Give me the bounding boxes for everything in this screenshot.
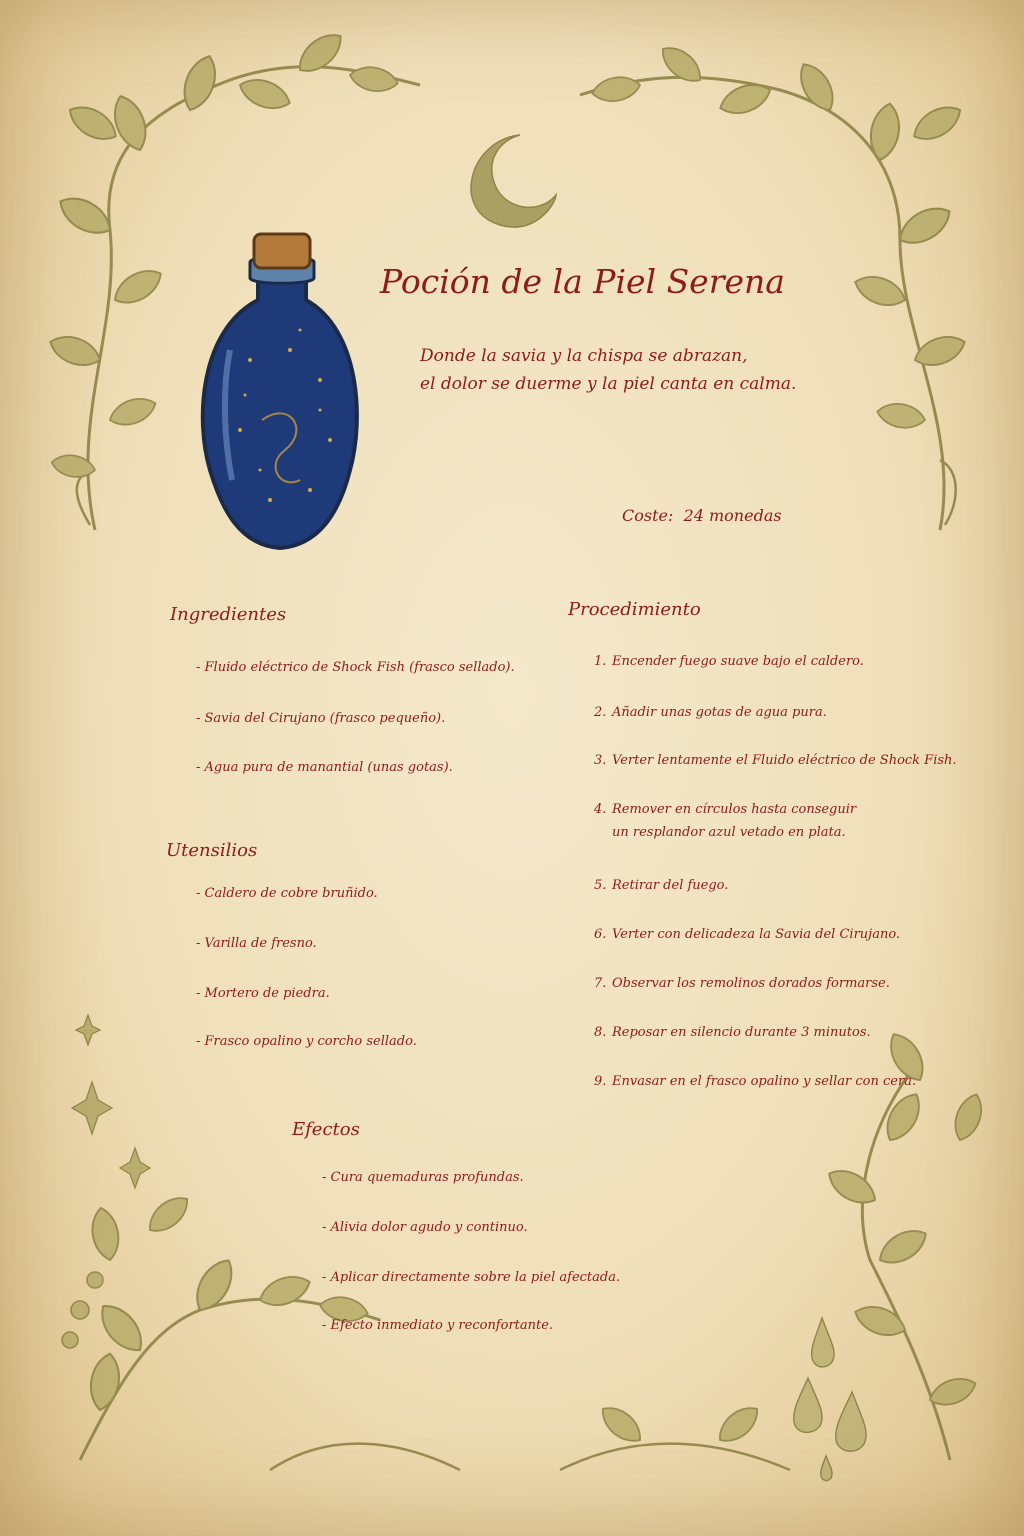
tools-heading: Utensilios [166,840,258,861]
step-number: 5. [594,878,607,893]
page-title: Poción de la Piel Serena [380,262,785,301]
step-number: 9. [594,1074,607,1089]
subtitle [420,342,800,398]
procedure-step [594,753,957,768]
procedure-step [594,1074,916,1089]
step-text: Remover en círculos hasta conseguir [612,802,857,817]
effects-heading: Efectos [292,1119,360,1140]
sparkle-icon [72,1015,150,1188]
cost-value: 24 monedas [683,506,782,525]
list-item: - Caldero de cobre bruñido. [196,886,378,901]
step-text: Reposar en silencio durante 3 minutos. [612,1025,871,1040]
list-item: - Varilla de fresno. [196,936,317,951]
step-text: Verter lentamente el Fluido eléctrico de Shock Fish. [612,753,957,768]
procedure-step [594,802,856,840]
step-text: Añadir unas gotas de agua pura. [612,705,827,720]
list-item: - Alivia dolor agudo y continuo. [322,1220,528,1235]
subtitle-line: Donde la savia y la chispa se abrazan, [420,346,748,366]
step-number: 3. [594,753,607,768]
step-text-continued: un resplandor azul vetado en plata. [612,825,846,840]
potion-bottle-icon [203,234,357,548]
step-text: Verter con delicadeza la Savia del Cirujano. [612,927,901,942]
step-text: Observar los remolinos dorados formarse. [612,976,890,991]
subtitle-line: el dolor se duerme y la piel canta en calma. [420,374,797,394]
procedure-step [594,976,890,991]
step-number: 4. [594,802,607,817]
list-item: - Fluido eléctrico de Shock Fish (frasco sellado). [196,660,515,675]
step-number: 8. [594,1025,607,1040]
list-item: - Efecto inmediato y reconfortante. [322,1318,554,1333]
droplet-icon [794,1318,866,1480]
list-item: - Mortero de piedra. [196,986,330,1001]
step-text: Retirar del fuego. [612,878,729,893]
crescent-moon-icon [471,135,556,227]
procedure-step [594,654,864,669]
list-item: - Cura quemaduras profundas. [322,1170,524,1185]
cost [622,506,782,525]
list-item: - Aplicar directamente sobre la piel afectada. [322,1270,621,1285]
procedure-step [594,927,900,942]
step-text: Encender fuego suave bajo el caldero. [612,654,864,669]
step-text: Envasar en el frasco opalino y sellar con cera. [612,1074,917,1089]
list-item: - Savia del Cirujano (frasco pequeño). [196,711,446,726]
ingredients-heading: Ingredientes [170,604,287,625]
list-item: - Agua pura de manantial (unas gotas). [196,760,453,775]
step-number: 2. [594,705,607,720]
procedure-step [594,1025,871,1040]
list-item: - Frasco opalino y corcho sellado. [196,1034,417,1049]
procedure-heading: Procedimiento [568,599,701,620]
procedure-step [594,878,728,893]
cost-label: Coste: [622,506,674,525]
procedure-step [594,705,827,720]
step-number: 7. [594,976,607,991]
step-number: 1. [594,654,607,669]
step-number: 6. [594,927,607,942]
